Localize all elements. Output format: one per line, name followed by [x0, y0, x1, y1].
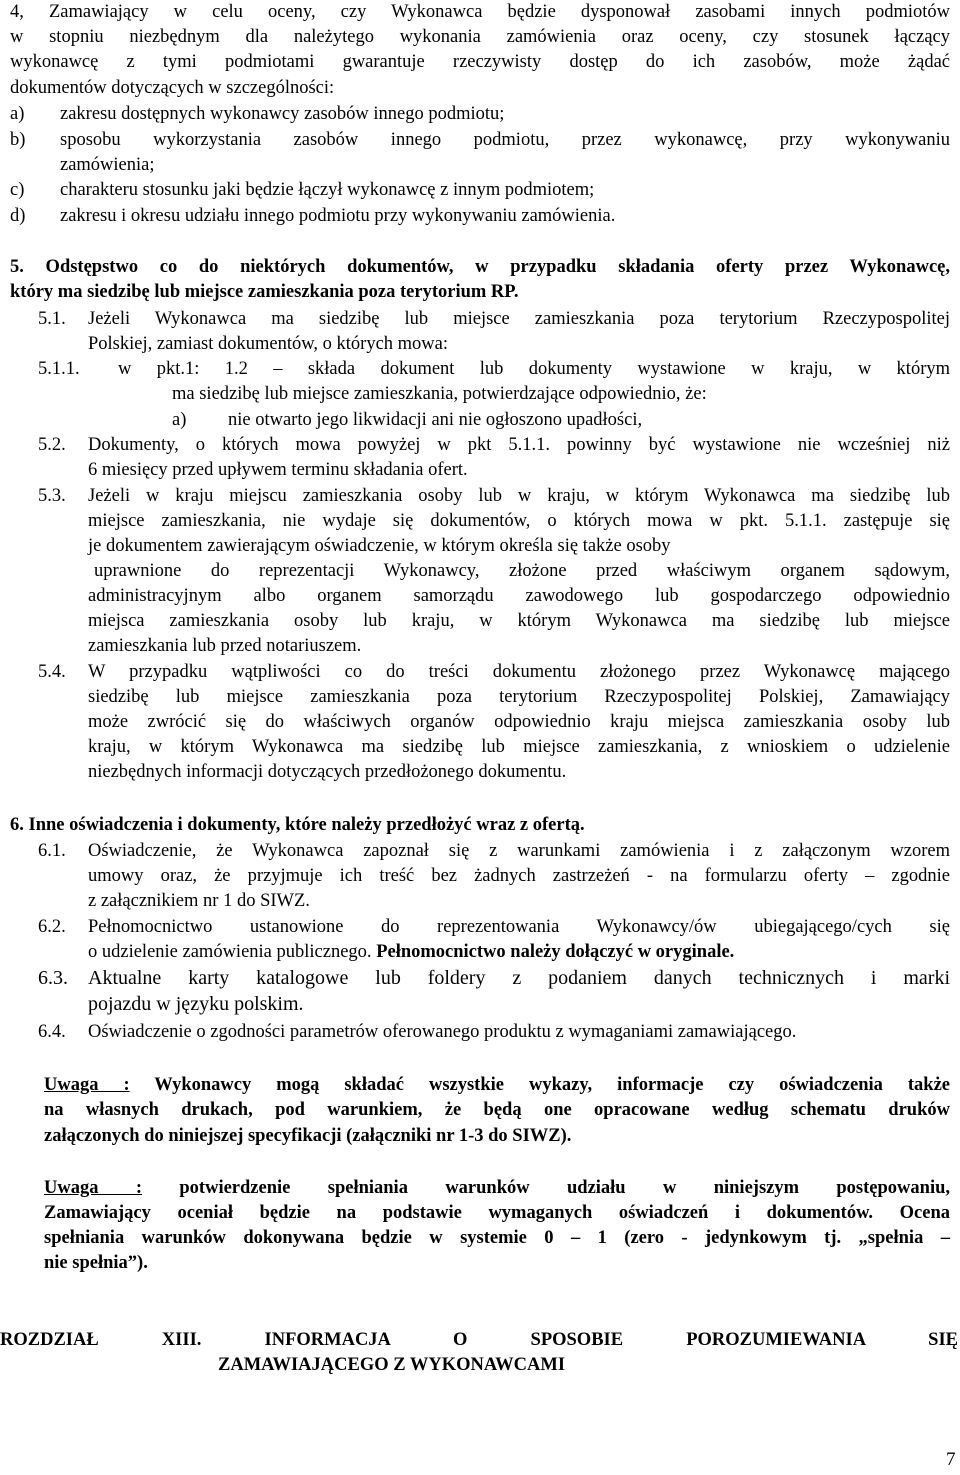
uwaga2-label: Uwaga : — [44, 1178, 143, 1198]
s4-item-b-label: b) — [10, 130, 26, 150]
page-number: 7 — [946, 1449, 956, 1470]
p62-line-2-plain: o udzielenie zamówienia publicznego. — [88, 942, 377, 962]
uwaga1-line-2: na własnych drukach, pod warunkiem, że będą one opracowane według schematu druków — [44, 1100, 950, 1120]
p511a-text: nie otwarto jego likwidacji ani nie ogłoszono upadłości, — [228, 410, 643, 430]
uwaga2-line-1 — [44, 1176, 950, 1202]
p53-line-3: je dokumentem zawierającym oświadczenie, w którym określa się także osoby — [88, 536, 671, 556]
p54-line-1: W przypadku wątpliwości co do treści dokumentu złożonego przez Wykonawcę mającego — [88, 662, 950, 682]
p52-line-1: Dokumenty, o których mowa powyżej w pkt 5.1.1. powinny być wystawione nie wcześniej niż — [88, 435, 950, 455]
p54-line-5: niezbędnych informacji dotyczących przedłożonego dokumentu. — [88, 762, 567, 782]
p62-label: 6.2. — [38, 917, 66, 937]
p54-label: 5.4. — [38, 662, 66, 682]
p54-line-3: może zwrócić się do właściwych organów odpowiednio kraju miejsca zamieszkania osoby lub — [88, 712, 950, 732]
s4-item-d-label: d) — [10, 206, 26, 226]
s4-item-a-text: zakresu dostępnych wykonawcy zasobów innego podmiotu; — [60, 104, 505, 124]
s4-intro-line-1: 4, Zamawiający w celu oceny, czy Wykonawca będzie dysponował zasobami innych podmiotów — [10, 2, 950, 22]
chapter-title-line-1: ROZDZIAŁ XIII. INFORMACJA O SPOSOBIE POROZUMIEWANIA SIĘ — [0, 1330, 958, 1350]
p64-label: 6.4. — [38, 1022, 66, 1042]
p52-label: 5.2. — [38, 435, 66, 455]
p63-line-1: Aktualne karty katalogowe lub foldery z podaniem danych technicznych i marki — [88, 967, 950, 989]
s4-intro-line-4: dokumentów dotyczących w szczególności: — [10, 78, 335, 98]
chapter-title-line-2: ZAMAWIAJĄCEGO Z WYKONAWCAMI — [218, 1355, 566, 1375]
p61-line-1: Oświadczenie, że Wykonawca zapoznał się z warunkami zamówienia i z załączonym wzorem — [88, 841, 950, 861]
p62-line-2-bold: Pełnomocnictwo należy dołączyć w oryginale. — [376, 942, 735, 962]
p511-line-1: w pkt.1: 1.2 – składa dokument lub dokumenty wystawione w kraju, w którym — [118, 359, 950, 379]
p53-line-4: uprawnione do reprezentacji Wykonawcy, złożone przed właściwym organem sądowym, — [94, 561, 950, 581]
p62-line-1: Pełnomocnictwo ustanowione do reprezentowania Wykonawcy/ów ubiegającego/cych się — [88, 917, 950, 937]
p51-label: 5.1. — [38, 309, 66, 329]
s4-item-d-text: zakresu i okresu udziału innego podmiotu przy wykonywaniu zamówienia. — [60, 206, 616, 226]
s4-item-b-text-2: zamówienia; — [60, 155, 155, 175]
p53-line-5: administracyjnym albo organem samorządu zawodowego lub gospodarczego odpowiednio — [88, 586, 950, 606]
uwaga2-line-4: nie spełnia”). — [44, 1253, 148, 1273]
p63-label: 6.3. — [38, 967, 68, 989]
p53-line-7: zamieszkania lub przed notariuszem. — [88, 636, 362, 656]
p61-label: 6.1. — [38, 841, 66, 861]
p61-line-3: z załącznikiem nr 1 do SIWZ. — [88, 891, 310, 911]
uwaga2-line-1-rest: potwierdzenie spełniania warunków udziału w niniejszym postępowaniu, — [142, 1178, 950, 1198]
p51-line-1: Jeżeli Wykonawca ma siedzibę lub miejsce zamieszkania poza terytorium Rzeczypospolitej — [88, 309, 950, 329]
s5-heading-line-2: który ma siedzibę lub miejsce zamieszkania poza terytorium RP. — [10, 282, 519, 302]
p61-line-2: umowy oraz, że przyjmuje ich treść bez żadnych zastrzeżeń - na formularzu oferty – zgodnie — [88, 866, 950, 886]
s5-heading-line-1: 5. Odstępstwo co do niektórych dokumentów, w przypadku składania oferty przez Wykonawcę, — [10, 257, 950, 277]
p63-line-2: pojazdu w języku polskim. — [88, 993, 304, 1015]
uwaga2-line-2: Zamawiający oceniał będzie na podstawie wymaganych oświadczeń i dokumentów. Ocena — [44, 1203, 950, 1223]
uwaga1-label: Uwaga : — [44, 1075, 130, 1095]
p64-text: Oświadczenie o zgodności parametrów oferowanego produktu z wymaganiami zamawiającego. — [88, 1022, 797, 1042]
p511-label: 5.1.1. — [38, 359, 80, 379]
p62-line-2 — [88, 940, 734, 966]
p54-line-2: siedzibę lub miejsce zamieszkania poza terytorium Rzeczypospolitej Polskiej, Zamawiający — [88, 687, 950, 707]
s4-item-a-label: a) — [10, 104, 25, 124]
s4-intro-line-3: wykonawcę z tymi podmiotami gwarantuje rzeczywisty dostęp do ich zasobów, może żądać — [10, 52, 950, 72]
p53-line-1: Jeżeli w kraju miejscu zamieszkania osoby lub w kraju, w którym Wykonawca ma siedzibę lub — [88, 486, 950, 506]
p53-label: 5.3. — [38, 486, 66, 506]
s4-item-c-label: c) — [10, 180, 25, 200]
s4-intro-line-2: w stopniu niezbędnym dla należytego wykonania zamówienia oraz oceny, czy stosunek łączący — [10, 27, 950, 47]
s4-item-c-text: charakteru stosunku jaki będzie łączył wykonawcę z innym podmiotem; — [60, 180, 595, 200]
p511a-label: a) — [172, 410, 187, 430]
p52-line-2: 6 miesięcy przed upływem terminu składania ofert. — [88, 460, 468, 480]
uwaga2-line-3: spełniania warunków dokonywana będzie w systemie 0 – 1 (zero - jedynkowym tj. „spełnia – — [44, 1228, 950, 1248]
p53-line-6: miejsca zamieszkania osoby lub kraju, w którym Wykonawca ma siedzibę lub miejsce — [88, 611, 950, 631]
s6-heading: 6. Inne oświadczenia i dokumenty, które należy przedłożyć wraz z ofertą. — [10, 815, 585, 835]
p53-line-2: miejsce zamieszkania, nie wydaje się dokumentów, o których mowa w pkt. 5.1.1. zastępuje się — [88, 511, 950, 531]
uwaga1-line-3: załączonych do niniejszej specyfikacji (załączniki nr 1-3 do SIWZ). — [44, 1126, 572, 1146]
uwaga1-line-1 — [44, 1073, 950, 1099]
s4-item-b-text-1: sposobu wykorzystania zasobów innego podmiotu, przez wykonawcę, przy wykonywaniu — [60, 130, 950, 150]
p51-line-2: Polskiej, zamiast dokumentów, o których mowa: — [88, 334, 449, 354]
p54-line-4: kraju, w którym Wykonawca ma siedzibę lub miejsce zamieszkania, z wnioskiem o udzielenie — [88, 737, 950, 757]
uwaga1-line-1-rest: Wykonawcy mogą składać wszystkie wykazy, informacje czy oświadczenia także — [129, 1075, 950, 1095]
p511-line-2: ma siedzibę lub miejsce zamieszkania, potwierdzające odpowiednio, że: — [172, 384, 707, 404]
